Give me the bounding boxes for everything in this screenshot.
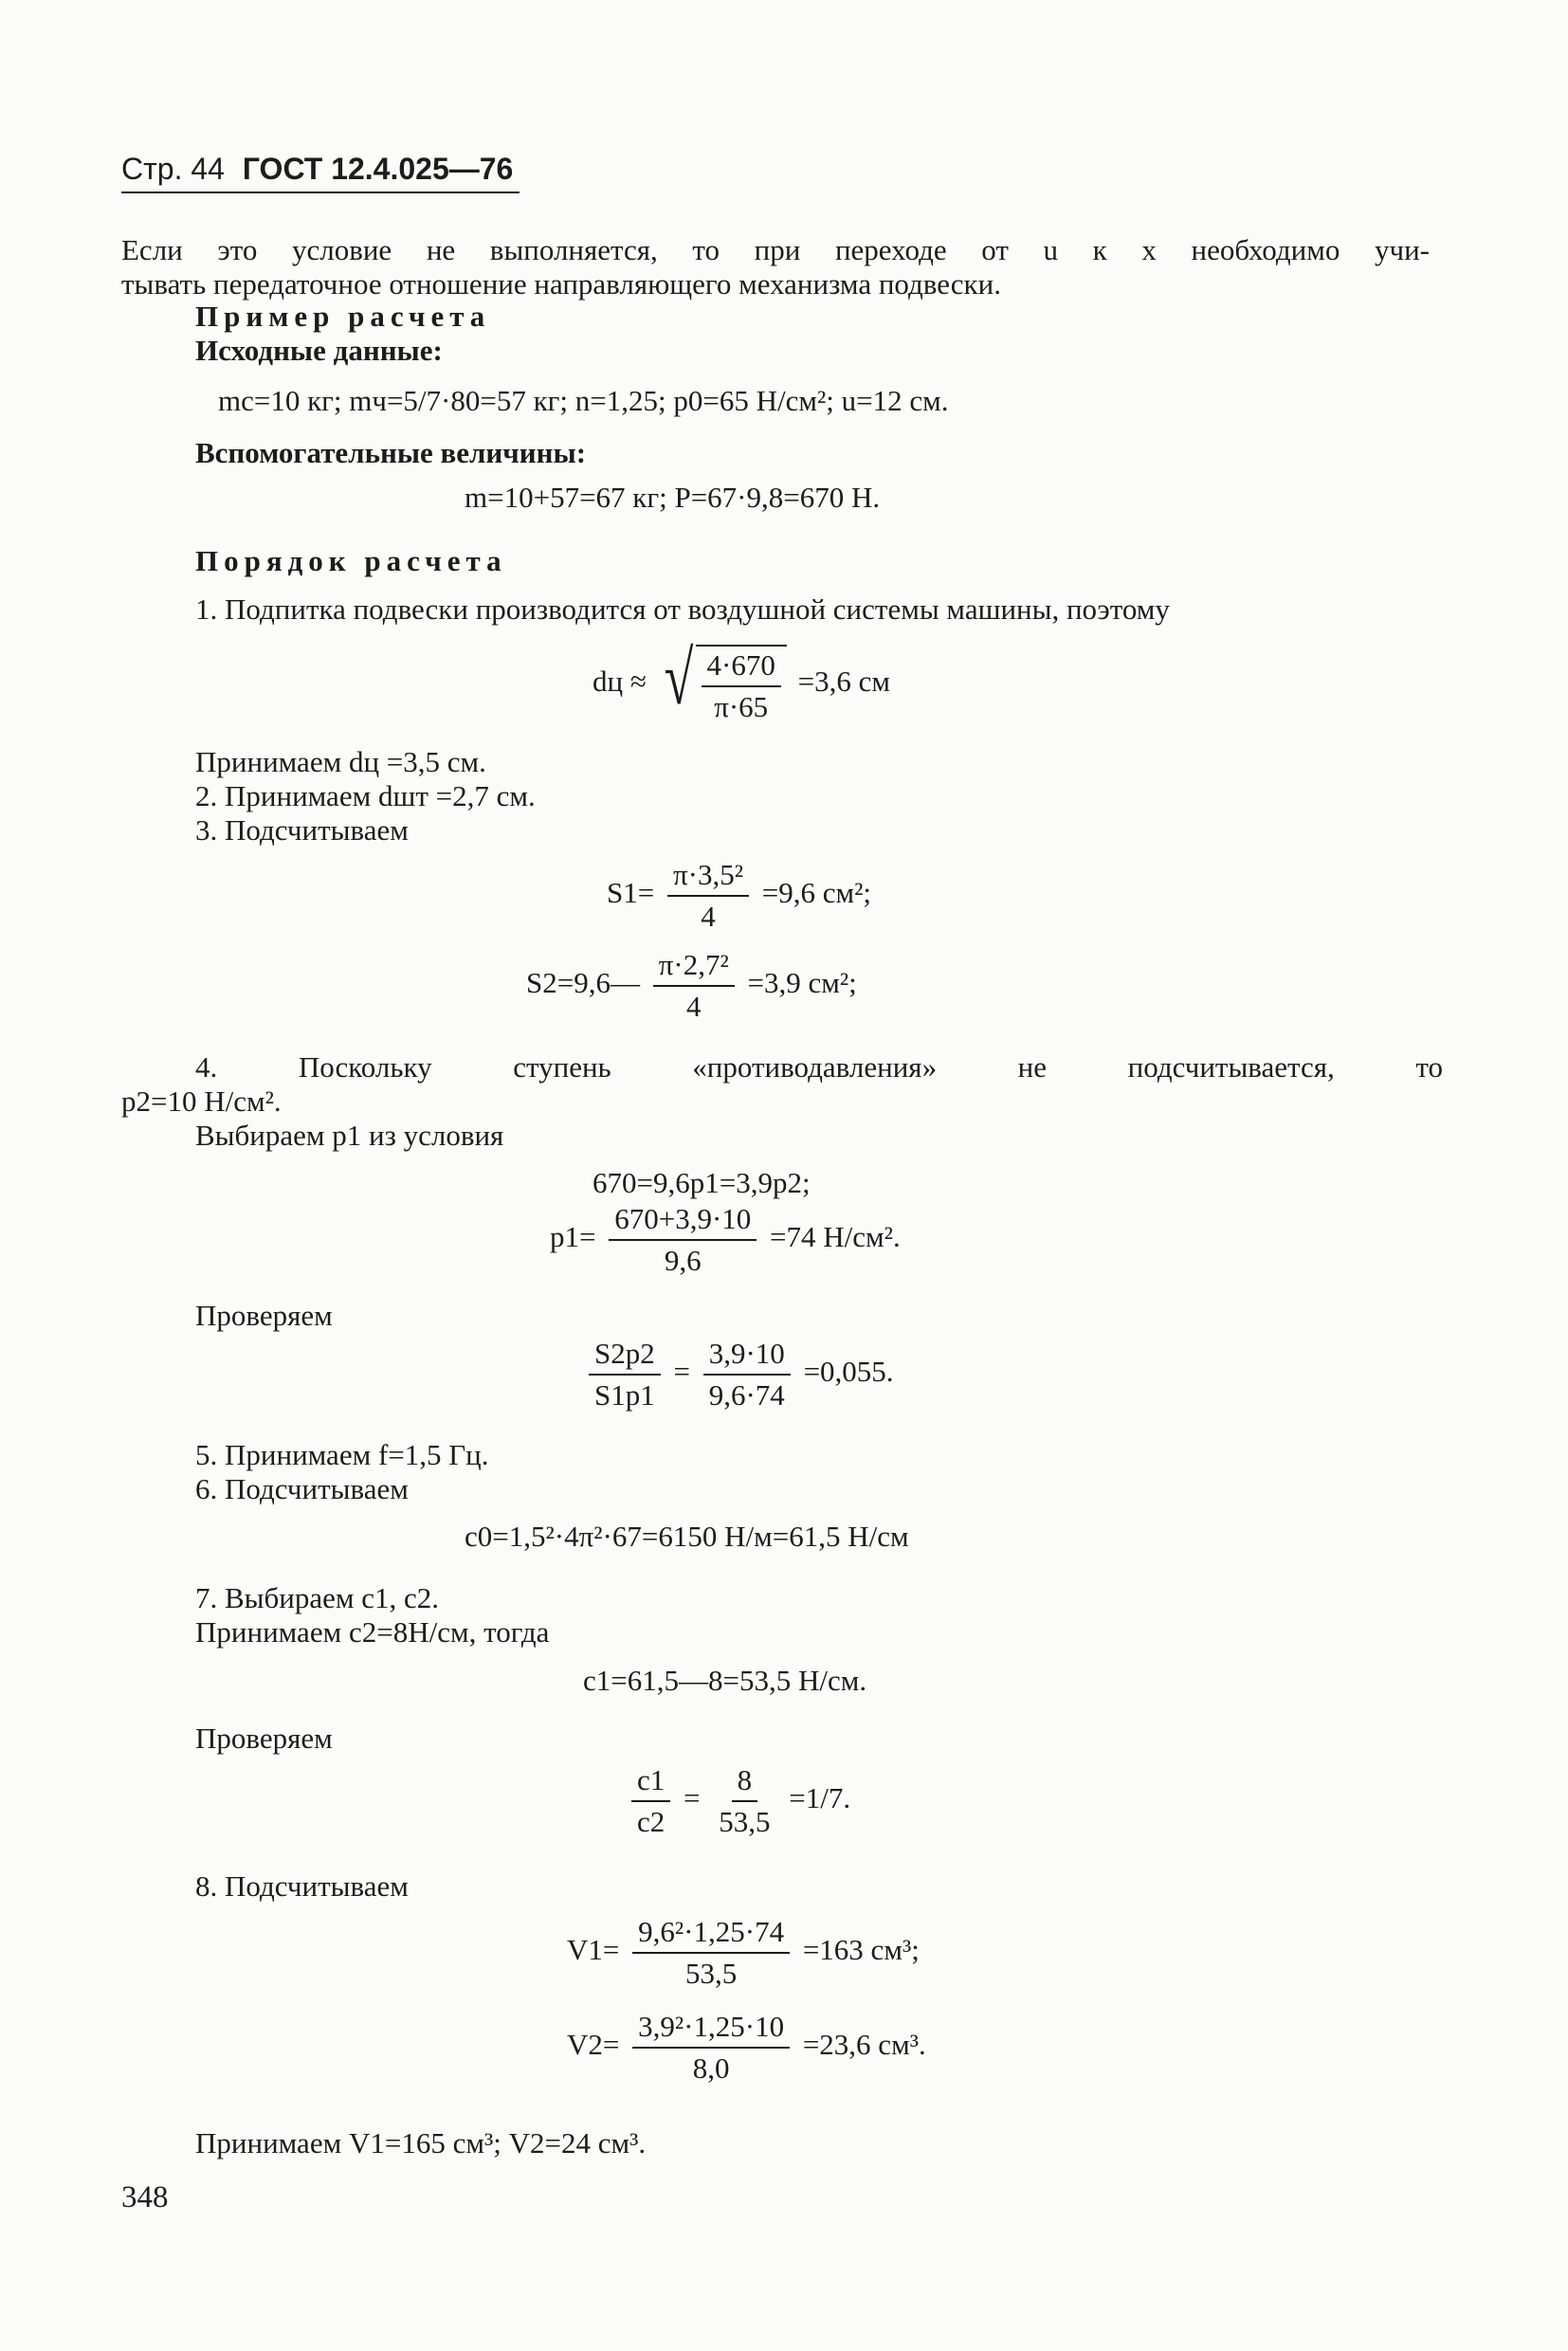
formula-v2-den: 8,0	[692, 2050, 730, 2085]
formula-dc	[593, 637, 890, 723]
step-4: 4. Поскольку ступень «противодавления» не подсчитывается, то	[195, 1050, 1443, 1084]
input-values: mc=10 кг; mч=5/7·80=57 кг; n=1,25; p0=65 Н/см²; u=12 см.	[218, 384, 949, 417]
formula-v1-rhs: =163 см³;	[802, 1932, 920, 1966]
intro-line-1: Если это условие не выполняется, то при переходе от u к x необходимо учи-	[121, 233, 1430, 266]
order-title: Порядок расчета	[195, 544, 507, 577]
ratio2-den1: c2	[637, 1804, 665, 1838]
formula-dc-num: 4·670	[702, 648, 781, 687]
formula-p1-den: 9,6	[664, 1243, 702, 1277]
formula-s1-lhs: S1=	[607, 875, 655, 909]
formula-dc-den: π·65	[714, 689, 769, 723]
formula-s2	[526, 948, 857, 1023]
step-6: 6. Подсчитываем	[195, 1472, 409, 1505]
ratio2-num1: c1	[631, 1763, 670, 1802]
intro-line-2: тывать передаточное отношение направляющего механизма подвески.	[121, 267, 1001, 301]
formula-p1-lhs: p1=	[550, 1219, 596, 1253]
formula-s2-num: π·2,7²	[653, 948, 735, 987]
step-4-cont: p2=10 Н/см².	[121, 1084, 282, 1118]
formula-p1-num: 670+3,9·10	[609, 1202, 757, 1241]
check-2: Проверяем	[195, 1722, 333, 1755]
step-1: 1. Подпитка подвески производится от воздушной системы машины, поэтому	[195, 592, 1170, 626]
ratio1-rhs: =0,055.	[803, 1354, 894, 1388]
ratio2-rhs: =1/7.	[789, 1780, 851, 1814]
step-5: 5. Принимаем f=1,5 Гц.	[195, 1438, 489, 1471]
step-3: 3. Подсчитываем	[195, 813, 409, 847]
ratio1-den1: S1p1	[594, 1377, 655, 1412]
ratio1-num2: 3,9·10	[703, 1337, 791, 1376]
accept-dc: Принимаем dц =3,5 см.	[195, 745, 486, 778]
formula-condition: 670=9,6p1=3,9p2;	[593, 1166, 811, 1199]
header-rule	[121, 191, 520, 193]
page-header	[121, 152, 513, 187]
formula-c0: c0=1,5²·4π²·67=6150 Н/м=61,5 Н/см	[465, 1520, 909, 1553]
formula-p1	[550, 1202, 901, 1277]
formula-ratio-1: $\frac{S2p2}{S1p1}$ = $\frac{3,9\cdot 10}{9,6\cdot 74}$ =0,055.	[583, 1337, 894, 1412]
accept-v: Принимаем V1=165 см³; V2=24 см³.	[195, 2126, 647, 2160]
step-8: 8. Подсчитываем	[195, 1869, 409, 1903]
formula-v2	[567, 2010, 926, 2085]
example-title: Пример расчета	[195, 300, 491, 333]
formula-p1-rhs: =74 Н/см².	[770, 1219, 901, 1253]
step-7: 7. Выбираем c1, c2.	[195, 1581, 440, 1614]
step-2: 2. Принимаем dшт =2,7 см.	[195, 779, 536, 812]
formula-v2-num: 3,9²·1,25·10	[632, 2010, 790, 2049]
choose-p1: Выбираем p1 из условия	[195, 1119, 504, 1152]
formula-dc-lhs: dц ≈	[593, 664, 647, 698]
formula-v2-lhs: V2=	[567, 2027, 620, 2061]
formula-v1-den: 53,5	[684, 1956, 738, 1990]
ratio2-num2: 8	[732, 1763, 758, 1802]
aux-title: Вспомогательные величины:	[195, 436, 587, 469]
formula-c1: c1=61,5—8=53,5 Н/см.	[583, 1664, 867, 1697]
formula-v1-lhs: V1=	[567, 1932, 620, 1966]
formula-dc-rhs: =3,6 см	[797, 664, 890, 698]
formula-v1-num: 9,6²·1,25·74	[632, 1915, 790, 1954]
ratio1-num1: S2p2	[589, 1337, 661, 1376]
input-title: Исходные данные:	[195, 334, 443, 367]
formula-s2-lhs: S2=9,6—	[526, 965, 640, 999]
formula-s1	[607, 858, 871, 933]
formula-s2-rhs: =3,9 см²;	[747, 965, 857, 999]
page-number: 348	[121, 2180, 169, 2214]
formula-s1-rhs: =9,6 см²;	[761, 875, 872, 909]
check-1: Проверяем	[195, 1299, 333, 1332]
formula-ratio-2: $\frac{c1}{c2}$ = $\frac{8}{53,5}$ =1/7.	[626, 1763, 850, 1838]
accept-c2: Принимаем c2=8Н/см, тогда	[195, 1615, 550, 1649]
page-label: Стр. 44	[121, 152, 225, 186]
ratio1-den2: 9,6·74	[708, 1377, 785, 1412]
ratio2-den2: 53,5	[719, 1804, 771, 1838]
formula-s1-num: π·3,5²	[667, 858, 749, 897]
sqrt-sign: √ $\frac{4\cdot 670}{\pi\cdot 65}$	[658, 645, 787, 723]
formula-v2-rhs: =23,6 см³.	[802, 2027, 926, 2061]
standard-number: ГОСТ 12.4.025—76	[242, 152, 514, 186]
formula-v1	[567, 1915, 920, 1990]
formula-s2-den: 4	[686, 989, 702, 1023]
aux-values: m=10+57=67 кг; P=67·9,8=670 Н.	[465, 481, 881, 514]
formula-s1-den: 4	[701, 899, 716, 933]
